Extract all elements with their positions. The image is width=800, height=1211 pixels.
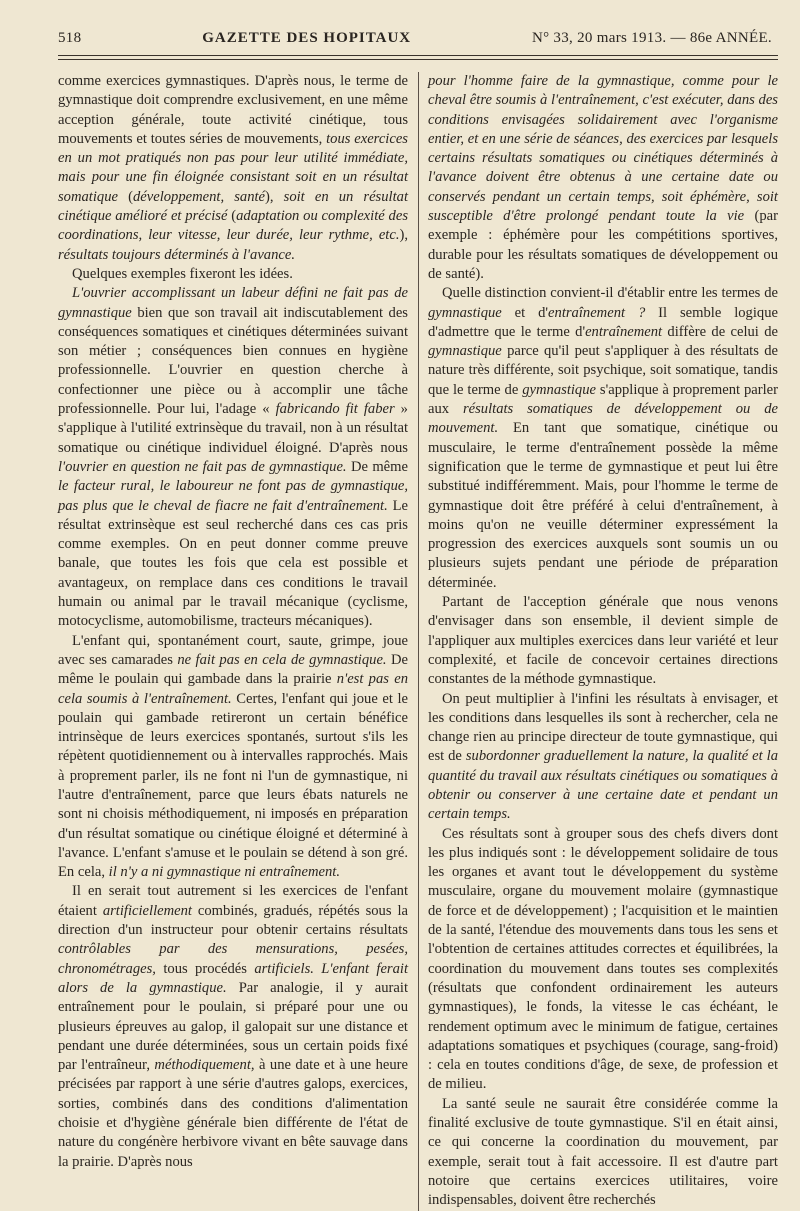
- header-rule: [58, 55, 778, 56]
- right-column: [428, 72, 778, 1211]
- paragraph: pour l'homme faire de la gymnastique, comme pour le cheval être soumis à l'entraînement, c'est exécuter, dans des conditions envisagées solidairement avec l'organisme entier, et en une série de séances, des exercices par lesquels certains résultats somatiques ou cinétiques déterminés à l'avance doivent être obtenus à une certaine date ou conservés pendant un certain temps, soit éphémère, soit susceptible d'être prolongé pendant toute la vie (par exemple : éphémère pour les compétitions sportives, durable pour les résultats somatiques de développement ou de santé).: [428, 73, 778, 282]
- page-number: 518: [58, 30, 82, 46]
- paragraph: Ces résultats sont à grouper sous des chefs divers dont les plus indiqués sont : le développement solidaire de tous les organes et avant tout le développement du système musculaire, organe du mouvement molaire (gymnastique de force et de développement) ; l'acquisition et le maintien de la santé, l'étendue des mouvements dans tous les sens et l'obtention de certaines attitudes correctes et équilibrées, la coordination du mouvement dans toutes ses complexités (résultats que confondent ordinairement les auteurs gymnastiques), le fonds, la vitesse le cas échéant, le rendement optimum avec le minimum de fatigue, certaines adaptations somatiques et psychiques (courage, sang-froid) : cela en toutes conditions d'âge, de sexe, de profession et de milieu.: [428, 825, 778, 1093]
- column-divider: [418, 72, 419, 1211]
- paragraph: L'enfant qui, spontanément court, saute, grimpe, joue avec ses camarades ne fait pas en cela de gymnastique. De même le poulain qui gambade dans la prairie n'est pas en cela soumis à l'entraînement. Certes, l'enfant qui joue et le poulain qui gambade retireront un certain bénéfice intrinsèque de leurs exercices spontanés, surtout s'ils les répètent quotidiennement ou à intervalles rapprochés. Mais à proprement parler, ils ne font ni l'un de gymnastique, ni l'autre d'entraînement, parce que leurs ébats naturels ne sont ni choisis méthodiquement, ni imposés en préparation d'un résultat somatique ou cinétique éloigné et déterminé à l'avance. L'enfant s'amuse et le poulain se détend à son gré. En cela, il n'y a ni gymnastique ni entraînement.: [58, 632, 409, 881]
- header-rule-double: [58, 59, 778, 60]
- paragraph: Quelle distinction convient-il d'établir entre les termes de gymnastique et d'entraînement ? Il semble logique d'admettre que le terme d'entraînement diffère de celui de gymnastique parce qu'il peut s'appliquer à des résultats de nature très différente, soit psychique, soit somatique, tandis que le terme de gymnastique s'applique à proprement parler aux résultats somatiques de développement ou de mouvement. En tant que somatique, cinétique ou musculaire, le terme d'entraînement possède la même signification que le terme de gymnastique et peut lui être substitué indifféremment. Mais, pour l'homme le terme de gymnastique doit être préféré à celui d'entraînement, à moins qu'on ne veuille déterminer expressément la progression des exercices auxquels sont soumis un ou plusieurs sujets pendant une période de préparation déterminée.: [428, 285, 778, 591]
- page-header: [58, 30, 778, 47]
- article-columns: [58, 72, 778, 1211]
- left-column: [58, 72, 408, 1211]
- paragraph: On peut multiplier à l'infini les résultats à envisager, et les conditions dans lesquelles ils sont à rechercher, cela ne change rien au principe directeur de toute gymnastique, qui est de subordonner graduellement la nature, la qualité et la quantité du travail aux résultats cinétiques ou somatiques à obtenir ou conserver à une certaine date et pendant un certain temps.: [428, 690, 778, 823]
- paragraph: Il en serait tout autrement si les exercices de l'enfant étaient artificiellement combinés, gradués, répétés sous la direction d'un instructeur pour obtenir certains résultats contrôlables par des mensurations, pesées, chronométrages, tous procédés artificiels. L'enfant ferait alors de la gymnastique. Par analogie, il y aurait entraînement pour le poulain, si préparé pour une ou plusieurs épreuves au galop, il galopait sur une distance et pendant une durée déterminées, sous un certain poids fixé par l'entraîneur, méthodiquement, à une date et à une heure précisées par rapport à une série d'autres galops, exercices, sorties, combinés dans des conditions d'alimentation choisie et d'hygiène générale bien différente de l'état de nature du congénère herbivore vivant en bête sauvage dans la prairie. D'après nous: [58, 883, 409, 1170]
- issue-info: N° 33, 20 mars 1913. — 86e ANNÉE.: [531, 30, 772, 46]
- paragraph: comme exercices gymnastiques. D'après nous, le terme de gymnastique doit comprendre exclusivement, en une même acception générale, toute activité cinétique, tous mouvements et toutes séries de mouvements, tous exercices en un mot pratiqués non pas pour leur utilité immédiate, mais pour une fin éloignée consistant soit en un résultat somatique (développement, santé), soit en un résultat cinétique amélioré et précisé (adaptation ou complexité des coordinations, leur vitesse, leur durée, leur rythme, etc.), résultats toujours déterminés à l'avance.: [58, 73, 408, 263]
- journal-title: GAZETTE DES HOPITAUX: [202, 30, 412, 46]
- paragraph: L'ouvrier accomplissant un labeur défini ne fait pas de gymnastique bien que son travail ait indiscutablement des conséquences somatiques et cinétiques déterminées suivant son métier ; conséquences bien connues en hygiène professionnelle. L'ouvrier en question cherche à confectionner une pièce ou à accomplir une tâche professionnelle. Pour lui, l'adage « fabricando fit faber » s'applique à l'utilité extrinsèque du travail, non à un résultat somatique ou cinétique individuel éloigné. D'après nous l'ouvrier en question ne fait pas de gymnastique. De même le facteur rural, le laboureur ne font pas de gymnastique, pas plus que le cheval de fiacre ne fait d'entraînement. Le résultat extrinsèque est seul recherché dans ces cas pris comme exemples. On en peut donner comme preuve banale, que toutes les fois que cela est possible et avantageux, on remplace dans ces conditions le travail humain ou animal par le travail mécanique (cyclisme, motocyclisme, automobilisme, tracteurs mécaniques).: [58, 285, 408, 630]
- paragraph: Partant de l'acception générale que nous venons d'envisager dans son ensemble, il devient simple de l'appliquer aux multiples exercices dans leur variété et leur complexité, et facile de concevoir certaines directions constantes de la méthode gymnastique.: [428, 594, 778, 688]
- paragraph: Quelques exemples fixeront les idées.: [72, 265, 293, 282]
- paragraph: La santé seule ne saurait être considérée comme la finalité exclusive de toute gymnastique. S'il en était ainsi, ce qui concerne la coordination du mouvement, par exemple, serait tout à fait accessoire. Il est d'autre part notoire que certains exercices utilitaires, voire indispensables, doivent être recherchés: [428, 1095, 778, 1209]
